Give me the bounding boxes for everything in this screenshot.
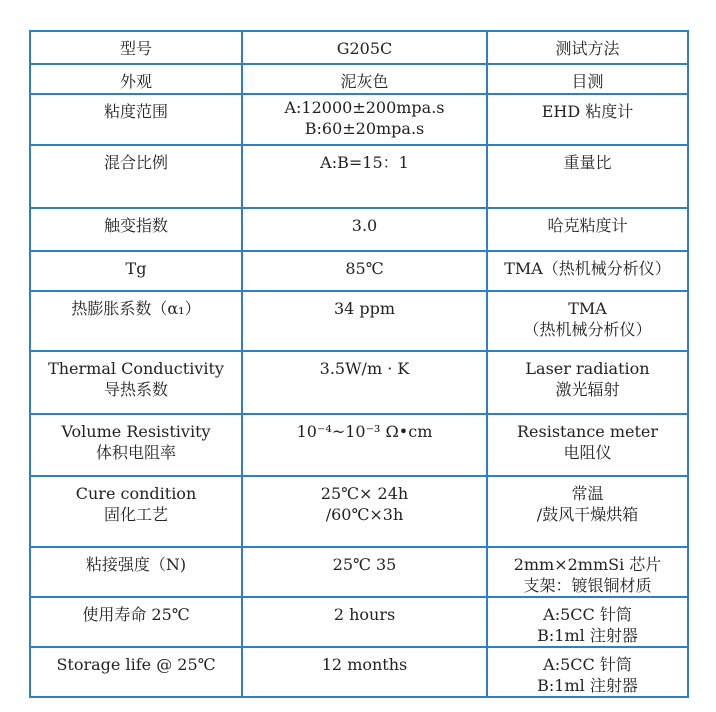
table-cell-property xyxy=(30,476,242,547)
table-cell-property xyxy=(30,547,242,597)
cell-line: 测试方法 xyxy=(555,39,620,58)
cell-line: Volume Resistivity xyxy=(61,422,211,441)
cell-line: 10⁻⁴~10⁻³ Ω•cm xyxy=(296,422,433,441)
cell-line: B:1ml 注射器 xyxy=(537,676,638,695)
table-cell-value xyxy=(242,208,487,251)
table-cell-value xyxy=(242,414,487,476)
table-row xyxy=(30,94,688,145)
table-row xyxy=(30,208,688,251)
cell-line: 导热系数 xyxy=(103,380,168,399)
cell-line: 3.0 xyxy=(351,216,378,235)
cell-line: 激光辐射 xyxy=(555,380,620,399)
table-cell-property xyxy=(30,251,242,291)
table-cell-property xyxy=(30,597,242,647)
table-cell-method xyxy=(487,414,688,476)
table-row xyxy=(30,647,688,697)
cell-line: 固化工艺 xyxy=(103,505,168,524)
cell-line: 粘度范围 xyxy=(103,102,168,121)
cell-line: Laser radiation xyxy=(525,359,650,378)
cell-line: 目测 xyxy=(571,72,604,91)
table-row xyxy=(30,597,688,647)
table-cell-value xyxy=(242,547,487,597)
cell-line: G205C xyxy=(336,39,393,58)
table-cell-value xyxy=(242,31,487,64)
table-cell-value xyxy=(242,291,487,351)
table-cell-property xyxy=(30,64,242,94)
cell-line: A:5CC 针筒 xyxy=(543,655,632,674)
cell-line: A:12000±200mpa.s xyxy=(284,98,445,117)
cell-line: 粘接强度（N) xyxy=(85,555,187,574)
table-cell-method xyxy=(487,31,688,64)
cell-line: 泥灰色 xyxy=(340,72,389,91)
table-cell-value xyxy=(242,94,487,145)
cell-line: 哈克粘度计 xyxy=(547,216,628,235)
cell-line: 34 ppm xyxy=(333,299,396,318)
table-cell-method xyxy=(487,208,688,251)
cell-line: Resistance meter xyxy=(516,422,659,441)
table-cell-value xyxy=(242,351,487,414)
cell-line: Storage life @ 25℃ xyxy=(56,655,216,674)
table-cell-method xyxy=(487,647,688,697)
cell-line: 触变指数 xyxy=(103,216,168,235)
table-cell-property xyxy=(30,145,242,208)
table-cell-property xyxy=(30,647,242,697)
cell-line: B:60±20mpa.s xyxy=(304,119,425,138)
cell-line: Tg xyxy=(125,259,147,278)
table-cell-property xyxy=(30,31,242,64)
table-cell-method xyxy=(487,351,688,414)
cell-line: 25℃ 35 xyxy=(332,555,397,574)
cell-line: 混合比例 xyxy=(103,153,168,172)
table-cell-method xyxy=(487,145,688,208)
cell-line: 热膨胀系数（α₁） xyxy=(71,299,201,318)
cell-line: 12 months xyxy=(321,655,408,674)
cell-line: A:5CC 针筒 xyxy=(543,605,632,624)
table-cell-method xyxy=(487,476,688,547)
cell-line: B:1ml 注射器 xyxy=(537,626,638,645)
cell-line: 重量比 xyxy=(563,153,612,172)
table-cell-value xyxy=(242,476,487,547)
cell-line: 使用寿命 25℃ xyxy=(82,605,190,624)
cell-line: TMA（热机械分析仪） xyxy=(504,259,671,278)
table-cell-method xyxy=(487,597,688,647)
table-cell-method xyxy=(487,94,688,145)
table-cell-value xyxy=(242,251,487,291)
table-cell-value xyxy=(242,597,487,647)
cell-line: 2mm×2mmSi 芯片 xyxy=(513,555,662,574)
table-cell-value xyxy=(242,145,487,208)
cell-line: 支架：镀银铜材质 xyxy=(523,576,652,595)
cell-line: 常温 xyxy=(571,484,604,503)
cell-line: 85℃ xyxy=(345,259,384,278)
table-cell-method xyxy=(487,547,688,597)
table-row xyxy=(30,476,688,547)
table-cell-method xyxy=(487,251,688,291)
table-row xyxy=(30,64,688,94)
cell-line: 电阻仪 xyxy=(563,443,612,462)
table-row xyxy=(30,291,688,351)
table-row xyxy=(30,251,688,291)
spec-table xyxy=(29,30,689,698)
table-row xyxy=(30,414,688,476)
cell-line: 25℃× 24h xyxy=(320,484,409,503)
table-cell-value xyxy=(242,647,487,697)
cell-line: 体积电阻率 xyxy=(95,443,176,462)
table-row xyxy=(30,547,688,597)
cell-line: TMA xyxy=(568,299,607,318)
table-cell-value xyxy=(242,64,487,94)
table-row xyxy=(30,351,688,414)
cell-line: 3.5W/m · K xyxy=(319,359,410,378)
cell-line: 2 hours xyxy=(333,605,396,624)
table-cell-property xyxy=(30,291,242,351)
cell-line: 外观 xyxy=(119,72,152,91)
cell-line: 型号 xyxy=(119,39,152,58)
table-cell-property xyxy=(30,208,242,251)
table-cell-method xyxy=(487,64,688,94)
cell-line: /鼓风干燥烘箱 xyxy=(536,505,639,524)
cell-line: Thermal Conductivity xyxy=(48,359,224,378)
cell-line: /60℃×3h xyxy=(325,505,404,524)
table-cell-property xyxy=(30,414,242,476)
cell-line: （热机械分析仪） xyxy=(523,320,652,339)
table-cell-property xyxy=(30,351,242,414)
cell-line: Cure condition xyxy=(75,484,197,503)
cell-line: EHD 粘度计 xyxy=(541,102,634,121)
table-row xyxy=(30,145,688,208)
table-row xyxy=(30,31,688,64)
table-cell-method xyxy=(487,291,688,351)
cell-line: A:B=15：1 xyxy=(320,153,409,172)
table-cell-property xyxy=(30,94,242,145)
